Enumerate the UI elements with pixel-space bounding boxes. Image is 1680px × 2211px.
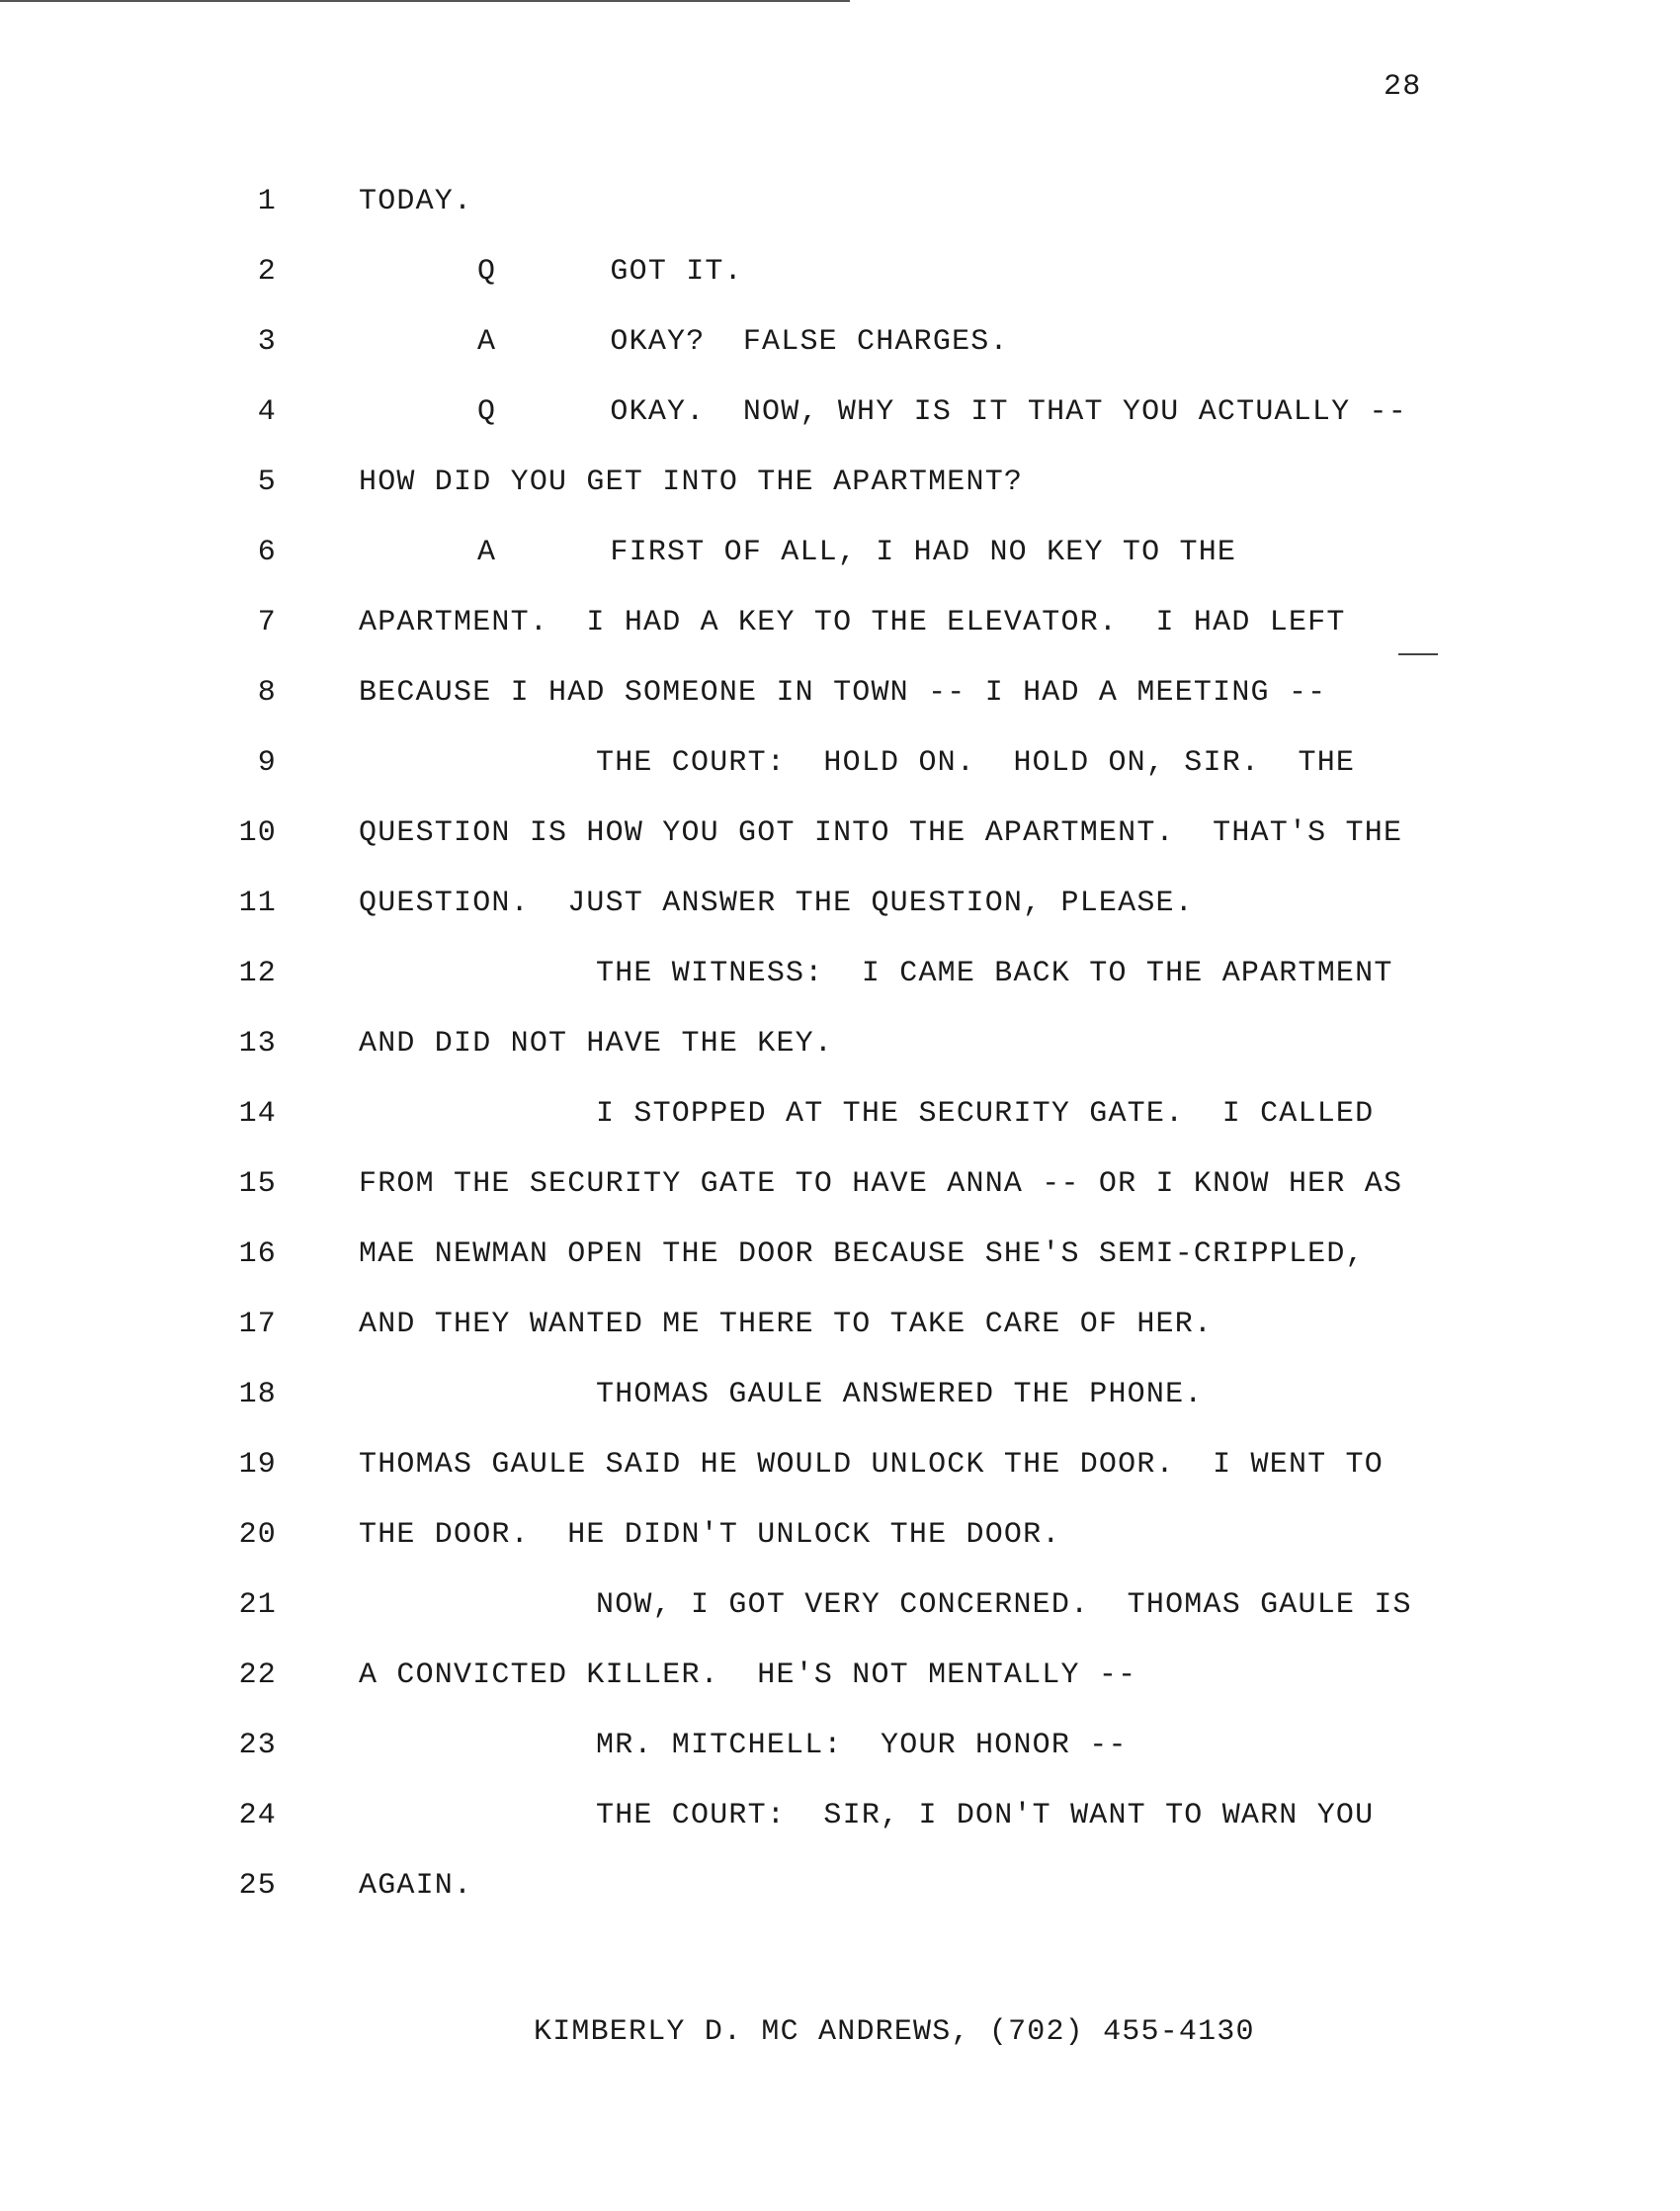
line-number: 4 (257, 395, 277, 429)
line-number: 20 (238, 1518, 277, 1552)
line-text: NOW, I GOT VERY CONCERNED. THOMAS GAULE IS (596, 1588, 1412, 1622)
line-text: THE COURT: HOLD ON. HOLD ON, SIR. THE (596, 746, 1356, 780)
line-number: 1 (257, 185, 277, 218)
line-number: 15 (238, 1167, 277, 1201)
line-text: THE WITNESS: I CAME BACK TO THE APARTMENT (596, 957, 1393, 990)
line-number: 2 (257, 255, 277, 289)
line-number: 25 (238, 1869, 277, 1903)
line-number: 3 (257, 325, 277, 359)
line-text: Q OKAY. NOW, WHY IS IT THAT YOU ACTUALLY -- (477, 395, 1407, 429)
line-text: AGAIN. (359, 1869, 473, 1903)
line-text: Q GOT IT. (477, 255, 743, 289)
line-text: MAE NEWMAN OPEN THE DOOR BECAUSE SHE'S SEMI-CRIPPLED, (359, 1237, 1365, 1271)
line-number: 23 (238, 1729, 277, 1762)
line-number: 11 (238, 887, 277, 920)
line-text: AND THEY WANTED ME THERE TO TAKE CARE OF HER. (359, 1308, 1214, 1341)
line-text: THOMAS GAULE SAID HE WOULD UNLOCK THE DOOR. I WENT TO (359, 1448, 1384, 1482)
line-text: QUESTION. JUST ANSWER THE QUESTION, PLEASE. (359, 887, 1194, 920)
line-number: 14 (238, 1097, 277, 1131)
line-text: QUESTION IS HOW YOU GOT INTO THE APARTMENT. THAT'S THE (359, 816, 1403, 850)
line-text: A CONVICTED KILLER. HE'S NOT MENTALLY -- (359, 1658, 1137, 1692)
line-text: THOMAS GAULE ANSWERED THE PHONE. (596, 1378, 1204, 1411)
line-text: A OKAY? FALSE CHARGES. (477, 325, 1009, 359)
line-text: BECAUSE I HAD SOMEONE IN TOWN -- I HAD A MEETING -- (359, 676, 1327, 710)
line-number: 9 (257, 746, 277, 780)
line-number: 21 (238, 1588, 277, 1622)
line-number: 24 (238, 1799, 277, 1832)
line-text: APARTMENT. I HAD A KEY TO THE ELEVATOR. I HAD LEFT (359, 606, 1346, 639)
line-number: 22 (238, 1658, 277, 1692)
reporter-footer: KIMBERLY D. MC ANDREWS, (702) 455-4130 (534, 2015, 1255, 2049)
line-text: HOW DID YOU GET INTO THE APARTMENT? (359, 466, 1024, 499)
line-text: AND DID NOT HAVE THE KEY. (359, 1027, 834, 1061)
line-text: A FIRST OF ALL, I HAD NO KEY TO THE (477, 536, 1237, 569)
line-number: 12 (238, 957, 277, 990)
line-number: 18 (238, 1378, 277, 1411)
line-number: 19 (238, 1448, 277, 1482)
line-text: THE DOOR. HE DIDN'T UNLOCK THE DOOR. (359, 1518, 1061, 1552)
line-number: 5 (257, 466, 277, 499)
page-number: 28 (1384, 70, 1422, 104)
margin-mark (1398, 653, 1438, 655)
line-text: MR. MITCHELL: YOUR HONOR -- (596, 1729, 1128, 1762)
line-number: 17 (238, 1308, 277, 1341)
line-number: 6 (257, 536, 277, 569)
line-text: I STOPPED AT THE SECURITY GATE. I CALLED (596, 1097, 1375, 1131)
line-text: THE COURT: SIR, I DON'T WANT TO WARN YOU (596, 1799, 1375, 1832)
line-text: TODAY. (359, 185, 473, 218)
line-number: 8 (257, 676, 277, 710)
line-number: 13 (238, 1027, 277, 1061)
line-text: FROM THE SECURITY GATE TO HAVE ANNA -- OR I KNOW HER AS (359, 1167, 1403, 1201)
top-rule (0, 0, 850, 2)
line-number: 16 (238, 1237, 277, 1271)
line-number: 7 (257, 606, 277, 639)
line-number: 10 (238, 816, 277, 850)
